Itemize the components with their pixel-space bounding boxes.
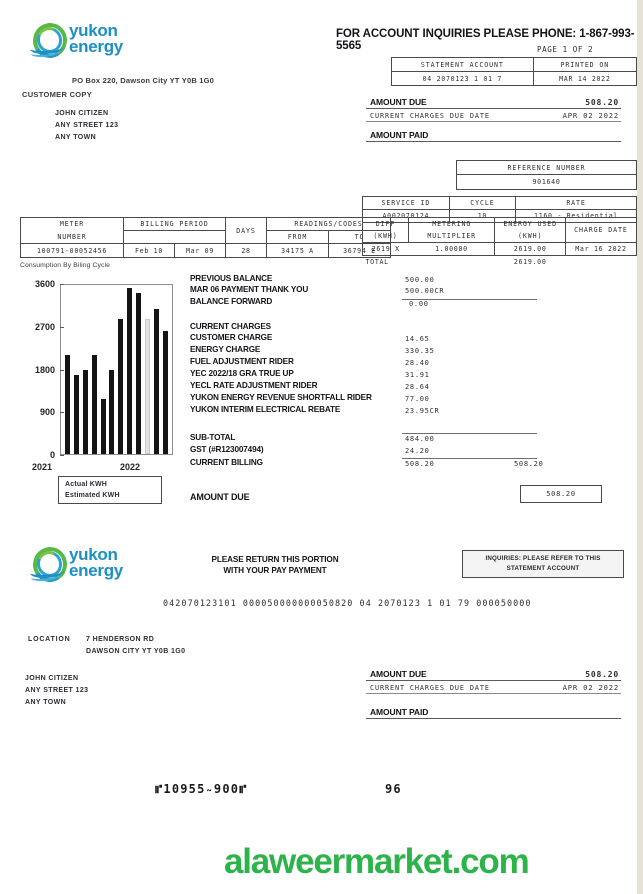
- remit-customer-street: ANY STREET 123: [25, 687, 89, 694]
- legend-item-estimated: Estimated KWH: [65, 492, 120, 499]
- charge-line-label: YUKON INTERIM ELECTRICAL REBATE: [190, 405, 341, 414]
- chart-title: Consumption By Biling Cycle: [20, 262, 110, 269]
- chart-y-tick-label: 0: [49, 450, 55, 460]
- charge-line-label: YEC 2022/18 GRA TRUE UP: [190, 369, 294, 378]
- metering-header-line2: MULTIPLIER: [408, 230, 494, 243]
- payment-label: MAR 06 PAYMENT THANK YOU: [190, 285, 309, 294]
- due-date-value-bottom: APR 02 2022: [562, 683, 619, 692]
- due-date-label-top: CURRENT CHARGES DUE DATE: [370, 112, 490, 120]
- table-row: [363, 243, 637, 256]
- readings-codes-header: READINGS/CODES: [267, 218, 391, 231]
- chart-year-left: 2021: [32, 462, 53, 472]
- service-id-header: SERVICE ID: [363, 197, 450, 210]
- period-from-value: Feb 10: [124, 244, 175, 258]
- chart-y-tick-label: 1800: [34, 364, 55, 375]
- chart-bar: [65, 355, 70, 454]
- location-line1: 7 HENDERSON RD: [86, 636, 155, 643]
- amount-paid-row-top[interactable]: [366, 125, 621, 142]
- brand-line-2-bottom: energy: [69, 561, 123, 580]
- chart-bar: [154, 309, 159, 454]
- amount-due-value-bottom: 508.20: [585, 670, 619, 679]
- charge-line-value: 330.35: [405, 347, 435, 355]
- charge-line-label: CUSTOMER CHARGE: [190, 333, 273, 342]
- chart-bar: [83, 370, 88, 455]
- current-billing-value-right: 508.20: [514, 460, 544, 468]
- gst-label: GST (#R123007494): [190, 445, 264, 454]
- amount-paid-label-bottom: AMOUNT PAID: [370, 707, 429, 717]
- statement-account-table: [391, 57, 637, 86]
- days-header: DAYS: [226, 218, 267, 244]
- inquiry-notice-line1: INQUIRIES: PLEASE REFER TO THIS: [485, 555, 601, 562]
- current-charges-label: CURRENT CHARGES: [190, 322, 271, 331]
- micr-line: ⑈10955⁓900⑈: [155, 782, 248, 796]
- consumption-chart: [20, 262, 188, 499]
- chart-y-tick-mark: [60, 412, 64, 413]
- return-note-line1: PLEASE RETURN THIS PORTION: [211, 555, 339, 564]
- metering-header-line1: METERING: [408, 218, 494, 231]
- inquiries-phone: FOR ACCOUNT INQUIRIES PLEASE PHONE: 1-867-993-5565: [336, 28, 635, 52]
- charge-date-header: CHARGE DATE: [565, 218, 636, 243]
- inquiry-notice-box: [462, 550, 624, 578]
- amount-due-row-bottom: [366, 668, 621, 681]
- chart-bars: [61, 285, 172, 454]
- amount-due-value-mid: 508.20: [521, 486, 602, 503]
- amount-paid-label-top: AMOUNT PAID: [370, 130, 429, 140]
- amount-due-label-top: AMOUNT DUE: [370, 97, 427, 107]
- remit-customer-town: ANY TOWN: [25, 699, 67, 706]
- amount-due-box-mid: [520, 485, 602, 503]
- amount-summary-top: [366, 96, 621, 142]
- energy-used-value: 2619.00: [495, 243, 565, 256]
- customer-name: JOHN CITIZEN: [55, 110, 109, 117]
- due-date-value-top: APR 02 2022: [562, 111, 619, 120]
- balance-forward-label: BALANCE FORWARD: [190, 297, 273, 306]
- chart-y-tick-mark: [60, 370, 64, 371]
- chart-y-tick-mark: [60, 284, 64, 285]
- reading-to-value: 36794 E: [329, 244, 391, 258]
- brand-line-1: yukon: [69, 21, 118, 41]
- customer-copy-label: CUSTOMER COPY: [22, 90, 93, 99]
- company-po-box: PO Box 220, Dawson City YT Y0B 1G0: [72, 76, 214, 85]
- payment-value: 500.00CR: [405, 287, 445, 295]
- statement-account-value: 04 2070123 1 01 7: [392, 72, 534, 86]
- yukon-energy-wordmark-bottom: [69, 547, 123, 578]
- previous-balance-value: 500.00: [405, 276, 435, 284]
- location-label: LOCATION: [28, 636, 71, 643]
- charge-line-value: 77.00: [405, 395, 430, 403]
- diff-value: 2619 X: [363, 243, 409, 256]
- energy-used-header-line2: (KWH): [495, 230, 565, 243]
- charge-line-value: 28.40: [405, 359, 430, 367]
- rate-value: 1160 - Residential: [516, 210, 637, 223]
- location-line2: DAWSON CITY YT Y0B 1G0: [86, 648, 186, 655]
- amount-due-row-top: [366, 96, 621, 109]
- brand-line-2: energy: [69, 37, 123, 56]
- meter-reading-table: [20, 217, 391, 258]
- cycle-value: 10: [449, 210, 515, 223]
- period-to-value: Mar 09: [175, 244, 226, 258]
- charge-line-label: ENERGY CHARGE: [190, 345, 261, 354]
- amount-paid-row-bottom[interactable]: [366, 700, 621, 719]
- chart-bar: [101, 399, 106, 454]
- yukon-energy-logo-mark-bottom: [30, 546, 64, 580]
- chart-bar: [74, 375, 79, 454]
- metering-multiplier-value: 1.00000: [408, 243, 494, 256]
- meter-header-line2: NUMBER: [21, 231, 124, 244]
- balance-forward-value: 0.00: [409, 300, 429, 308]
- gst-value: 24.20: [405, 447, 430, 455]
- divider: [402, 458, 537, 459]
- energy-used-header-line1: ENERGY USED: [495, 218, 565, 231]
- subtotal-value: 484.00: [405, 435, 435, 443]
- charge-line-label: YUKON ENERGY REVENUE SHORTFALL RIDER: [190, 393, 372, 402]
- due-date-row-bottom: [366, 682, 621, 694]
- charge-line-label: YECL RATE ADJUSTMENT RIDER: [190, 381, 318, 390]
- due-date-row-top: [366, 110, 621, 122]
- customer-street: ANY STREET 123: [55, 122, 119, 129]
- chart-y-tick-mark: [60, 327, 64, 328]
- remit-customer-name: JOHN CITIZEN: [25, 675, 79, 682]
- charge-line-value: 28.64: [405, 383, 430, 391]
- usage-total-value: 2619.00: [513, 258, 547, 266]
- chart-bar: [163, 331, 168, 454]
- table-row: [21, 244, 391, 258]
- yukon-energy-logo-top: [30, 22, 123, 56]
- site-watermark: alaweermarket.com: [224, 842, 529, 881]
- reference-number-table: [456, 160, 637, 190]
- return-note-line2: WITH YOUR PAY PAYMENT: [223, 566, 327, 575]
- page-edge-strip: [637, 0, 643, 894]
- customer-town: ANY TOWN: [55, 134, 97, 141]
- printed-on-value: MAR 14 2022: [533, 72, 636, 86]
- printed-on-header: PRINTED ON: [533, 58, 636, 72]
- chart-y-tick-label: 900: [39, 407, 55, 418]
- chart-y-tick-mark: [60, 455, 64, 456]
- reference-number-value: 901640: [457, 175, 637, 190]
- amount-summary-bottom: [366, 668, 621, 719]
- service-id-value: A002070124: [363, 210, 450, 223]
- charge-line-value: 31.91: [405, 371, 430, 379]
- micr-right-number: 96: [385, 782, 402, 796]
- amount-due-label-bottom: AMOUNT DUE: [370, 669, 427, 679]
- due-date-label-bottom: CURRENT CHARGES DUE DATE: [370, 684, 490, 692]
- days-value: 28: [226, 244, 267, 258]
- yukon-energy-wordmark: [69, 23, 123, 54]
- chart-y-tick-label: 2700: [34, 321, 55, 332]
- charge-line-value: 23.95CR: [405, 407, 440, 415]
- legend-item-actual: Actual KWH: [65, 481, 108, 488]
- reading-to-header: TO: [329, 231, 391, 244]
- charge-line-label: FUEL ADJUSTMENT RIDER: [190, 357, 294, 366]
- ocr-scan-line: 042070123101 000050000000050820 04 2070123 1 01 79 000050000: [163, 598, 532, 608]
- inquiry-notice-line2: STATEMENT ACCOUNT: [506, 565, 580, 572]
- yukon-energy-logo-bottom: [30, 546, 123, 580]
- page-of-label: PAGE 1 OF 2: [537, 45, 594, 54]
- usage-detail-table: [362, 217, 637, 268]
- current-billing-value: 508.20: [405, 460, 435, 468]
- statement-account-header: STATEMENT ACCOUNT: [392, 58, 534, 72]
- meter-header-line1: METER: [21, 218, 124, 231]
- reading-from-header: FROM: [267, 231, 329, 244]
- cycle-header: CYCLE: [449, 197, 515, 210]
- reading-from-value: 34175 A: [267, 244, 329, 258]
- chart-legend: [58, 476, 162, 504]
- billing-period-header: BILLING PERIOD: [124, 218, 226, 231]
- charge-date-value: Mar 16 2022: [565, 243, 636, 256]
- chart-bar: [118, 319, 123, 454]
- current-billing-label: CURRENT BILLING: [190, 458, 263, 467]
- table-row-total: [363, 256, 637, 269]
- diff-header-line1: DIFF: [363, 218, 409, 231]
- amount-due-label-mid: AMOUNT DUE: [190, 492, 250, 502]
- chart-bar: [145, 319, 150, 454]
- meter-number-value: 100791-00052456: [21, 244, 124, 258]
- subtotal-label: SUB-TOTAL: [190, 433, 236, 442]
- usage-total-label: TOTAL: [365, 258, 389, 266]
- chart-y-tick-label: 3600: [34, 279, 55, 289]
- return-portion-note: [185, 554, 365, 576]
- chart-bar: [127, 288, 132, 454]
- divider: [402, 433, 537, 434]
- chart-plot-area: [60, 284, 173, 455]
- reference-number-header: REFERENCE NUMBER: [457, 161, 637, 175]
- rate-header: RATE: [516, 197, 637, 210]
- amount-due-value-top: 508.20: [585, 98, 619, 107]
- previous-balance-label: PREVIOUS BALANCE: [190, 274, 273, 283]
- chart-year-right: 2022: [120, 462, 141, 472]
- brand-line-1-bottom: yukon: [69, 545, 118, 565]
- chart-bar: [109, 370, 114, 454]
- yukon-energy-logo-mark: [30, 22, 64, 56]
- diff-header-line2: (KWH): [363, 230, 409, 243]
- charge-line-value: 14.65: [405, 335, 430, 343]
- chart-bar: [136, 293, 141, 454]
- chart-bar: [92, 355, 97, 454]
